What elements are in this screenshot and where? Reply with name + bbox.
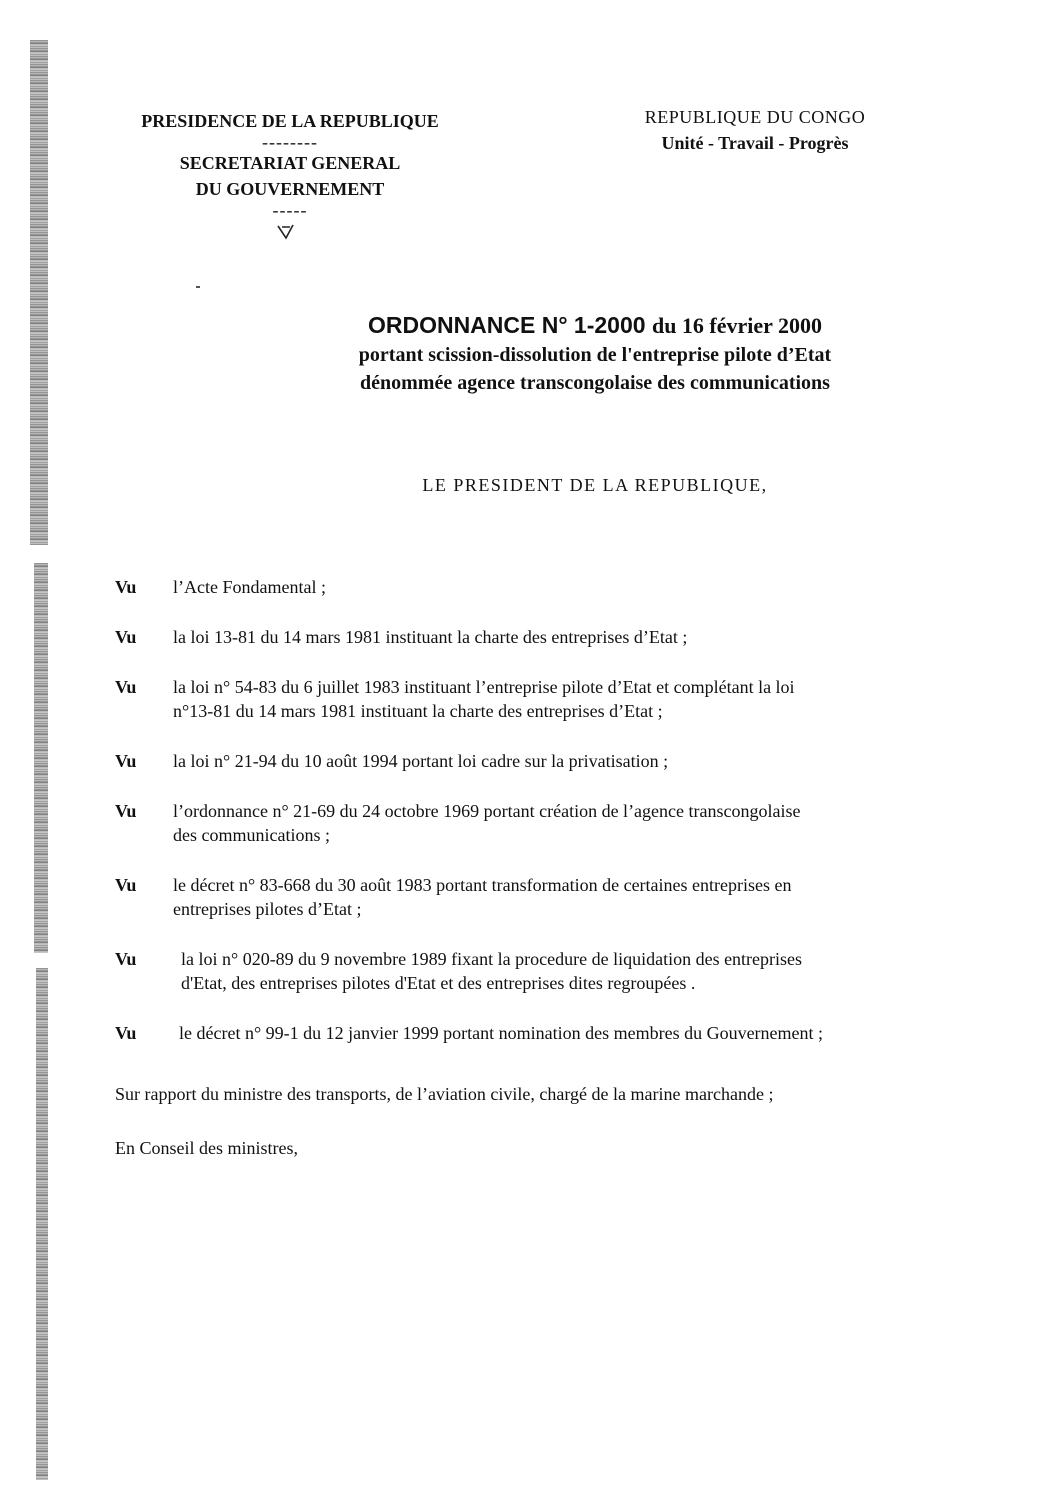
visa-item (115, 873, 945, 921)
visa-line: l’Acte Fondamental ; (173, 577, 326, 597)
visas-list (115, 575, 945, 1071)
vu-label: Vu (115, 949, 137, 969)
visa-text (173, 947, 945, 995)
separator: -------- (262, 132, 318, 152)
vu-label: Vu (115, 677, 137, 697)
authority-line-presidence: PRESIDENCE DE LA REPUBLIQUE (141, 111, 439, 131)
visa-line: n°13-81 du 14 mars 1981 instituant la charte des entreprises d’Etat ; (173, 701, 663, 721)
visa-text (173, 625, 945, 649)
visa-line: la loi n° 21-94 du 10 août 1994 portant loi cadre sur la privatisation ; (173, 751, 669, 771)
visa-text (173, 675, 945, 723)
scan-edge-artifact (36, 968, 48, 1480)
ordonnance-number-line (280, 310, 910, 341)
scan-edge-artifact (34, 563, 48, 953)
visa-line: la loi n° 020-89 du 9 novembre 1989 fixant la procedure de liquidation des entreprises (181, 949, 803, 969)
document-title (280, 310, 910, 397)
visa-text (173, 873, 945, 921)
visa-item (115, 1021, 945, 1045)
authority-line-secretariat: SECRETARIAT GENERAL (179, 153, 401, 173)
visa-line: la loi 13-81 du 14 mars 1981 instituant la charte des entreprises d’Etat ; (173, 627, 688, 647)
title-subject-line-2: dénommée agence transcongolaise des communications (360, 372, 830, 394)
scan-speck (196, 286, 200, 288)
conseil-clause: En Conseil des ministres, (115, 1138, 298, 1158)
visa-item (115, 799, 945, 847)
vu-label: Vu (115, 1023, 137, 1043)
ordonnance-date: du 16 février 2000 (651, 313, 823, 338)
visa-line: l’ordonnance n° 21-69 du 24 octobre 1969 portant création de l’agence transcongolaise (173, 801, 801, 821)
vu-label: Vu (115, 801, 137, 821)
authority-line-gouvernement: DU GOUVERNEMENT (195, 179, 385, 199)
rapport-clause: Sur rapport du ministre des transports, de l’aviation civile, chargé de la marine marchande ; (115, 1084, 774, 1104)
visa-item (115, 675, 945, 723)
visa-item (115, 749, 945, 773)
visa-text (173, 1021, 945, 1045)
country-name: REPUBLIQUE DU CONGO (644, 107, 866, 127)
visa-item (115, 575, 945, 599)
visa-line: des communications ; (173, 825, 330, 845)
visa-text (173, 749, 945, 773)
handwritten-mark-icon (276, 222, 296, 242)
scan-edge-artifact (30, 40, 48, 545)
visa-line: la loi n° 54-83 du 6 juillet 1983 instituant l’entreprise pilote d’Etat et complétant la loi (173, 677, 795, 697)
vu-label: Vu (115, 751, 137, 771)
president-heading: LE PRESIDENT DE LA REPUBLIQUE, (422, 475, 768, 495)
national-motto: Unité - Travail - Progrès (661, 133, 849, 153)
visa-item (115, 625, 945, 649)
visa-line: le décret n° 99-1 du 12 janvier 1999 portant nomination des membres du Gouvernement ; (179, 1023, 824, 1043)
vu-label: Vu (115, 875, 137, 895)
visa-line: entreprises pilotes d’Etat ; (173, 899, 362, 919)
visa-text (173, 575, 945, 599)
country-heading (605, 104, 905, 156)
visa-text (173, 799, 945, 847)
title-subject-line-1: portant scission-dissolution de l'entreprise pilote d’Etat (358, 344, 832, 366)
separator: ----- (272, 200, 308, 220)
vu-label: Vu (115, 627, 137, 647)
issuing-authority (100, 108, 480, 218)
visa-line: le décret n° 83-668 du 30 août 1983 portant transformation de certaines entreprises en (173, 875, 792, 895)
visa-line: d'Etat, des entreprises pilotes d'Etat et des entreprises dites regroupées . (181, 973, 696, 993)
vu-label: Vu (115, 577, 137, 597)
visa-item (115, 947, 945, 995)
ordonnance-number: ORDONNANCE N° 1-2000 (367, 312, 646, 338)
